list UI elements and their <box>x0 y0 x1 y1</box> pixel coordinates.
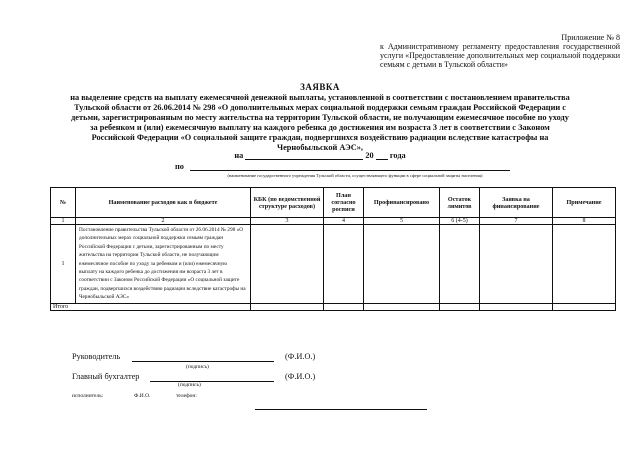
column-number: 5 <box>364 218 440 225</box>
total-note[interactable] <box>553 303 616 310</box>
row-description: Постановление правительства Тульской области от 26.06.2014 № 298 «О дополнительных мерах социальной поддержки семьям граждан Российской Федерации с детьми, зарегистрированным по месту жительства на территории Тульской области, не получающим ежемесячное пособие по уходу за ребенком и (или) ежемесячную выплату на каждого ребенка до достижения им возраста 3 лет в соответствии с Законом Российской Федерации «О социальной защите граждан, подвергшихся воздействию радиации вследствие катастрофы на Чернобыльской АЭС» <box>76 225 251 304</box>
header-kbk: КБК (по ведомственной структуре расходов) <box>251 188 324 218</box>
institution-caption: (наименование государственного учреждения Тульской области, осуществляющего функции в сфере социальной защиты населения) <box>227 173 483 178</box>
table-row <box>51 225 616 304</box>
total-remaining[interactable] <box>440 303 480 310</box>
header-note: Примечание <box>553 188 616 218</box>
column-number: 8 <box>553 218 616 225</box>
cell-request[interactable] <box>480 225 553 304</box>
cell-plan[interactable] <box>324 225 364 304</box>
cell-financed[interactable] <box>364 225 440 304</box>
column-number: 2 <box>76 218 251 225</box>
total-plan[interactable] <box>324 303 364 310</box>
year-suffix: года <box>389 151 406 160</box>
header-no: № <box>51 188 76 218</box>
date-line <box>0 151 640 160</box>
header-expense-name: Наименование расходов как в бюджете <box>76 188 251 218</box>
request-table <box>50 187 616 311</box>
total-label: Итого <box>51 303 251 310</box>
institution-field[interactable] <box>190 170 510 171</box>
executor-phone: телефон: <box>176 393 197 399</box>
cell-note[interactable] <box>553 225 616 304</box>
head-fio: (Ф.И.О.) <box>285 352 316 361</box>
accountant-signature-field[interactable] <box>150 381 274 382</box>
column-number-row <box>51 218 616 225</box>
column-number: 3 <box>251 218 324 225</box>
total-kbk[interactable] <box>251 303 324 310</box>
year-prefix: 20 <box>365 151 374 160</box>
column-number: 4 <box>324 218 364 225</box>
column-number: 7 <box>480 218 553 225</box>
date-prefix: на <box>234 151 244 160</box>
total-request[interactable] <box>480 303 553 310</box>
year-blank[interactable] <box>376 151 388 160</box>
header-request: Заявка на финансирование <box>480 188 553 218</box>
header-plan: План согласно росписи <box>324 188 364 218</box>
date-blank[interactable] <box>245 151 363 160</box>
cell-remaining[interactable] <box>440 225 480 304</box>
accountant-signature-caption: (подпись) <box>178 382 201 388</box>
row-number: 1 <box>51 225 76 304</box>
accountant-fio: (Ф.И.О.) <box>285 372 316 381</box>
appendix-text: к Административному регламенту предоставления государственной услуги «Предоставление дополнительных мер социальной поддержки семьям с детьми в Тульской области» <box>380 42 620 69</box>
column-number: 6 (4-5) <box>440 218 480 225</box>
head-signature-caption: (подпись) <box>186 364 209 370</box>
header-remaining: Остаток лимитов <box>440 188 480 218</box>
document-subtitle: на выделение средств на выплату ежемесячной денежной выплаты, установленной в соответствии с постановлением правительства Тульской области от 26.06.2014 № 298 «О дополнительных мерах социальной поддержки семьям граждан Российской Федерации с детьми, зарегистрированным по месту жительства на территории Тульской области, не получающим ежемесячное пособие по уходу за ребенком и (или) ежемесячную выплату на каждого ребенка до достижения им возраста 3 лет в соответствии с Законом Российской Федерации «О социальной защите граждан, подвергшихся воздействию радиации вследствие катастрофы на Чернобыльской АЭС», <box>70 93 570 152</box>
head-signature-field[interactable] <box>132 361 274 362</box>
accountant-label: Главный бухгалтер <box>72 372 140 381</box>
po-label: по <box>175 162 184 171</box>
document-title: ЗАЯВКА <box>300 82 340 92</box>
header-financed: Профинансировано <box>364 188 440 218</box>
total-row <box>51 303 616 310</box>
table-header-row <box>51 188 616 218</box>
total-financed[interactable] <box>364 303 440 310</box>
executor-phone-field[interactable] <box>255 409 427 410</box>
executor-fio: Ф.И.О. <box>134 393 151 399</box>
column-number: 1 <box>51 218 76 225</box>
head-label: Руководитель <box>72 352 121 361</box>
executor-label: исполнитель: <box>72 393 104 399</box>
appendix-note <box>380 33 620 69</box>
appendix-number: Приложение № 8 <box>561 33 620 42</box>
cell-kbk[interactable] <box>251 225 324 304</box>
